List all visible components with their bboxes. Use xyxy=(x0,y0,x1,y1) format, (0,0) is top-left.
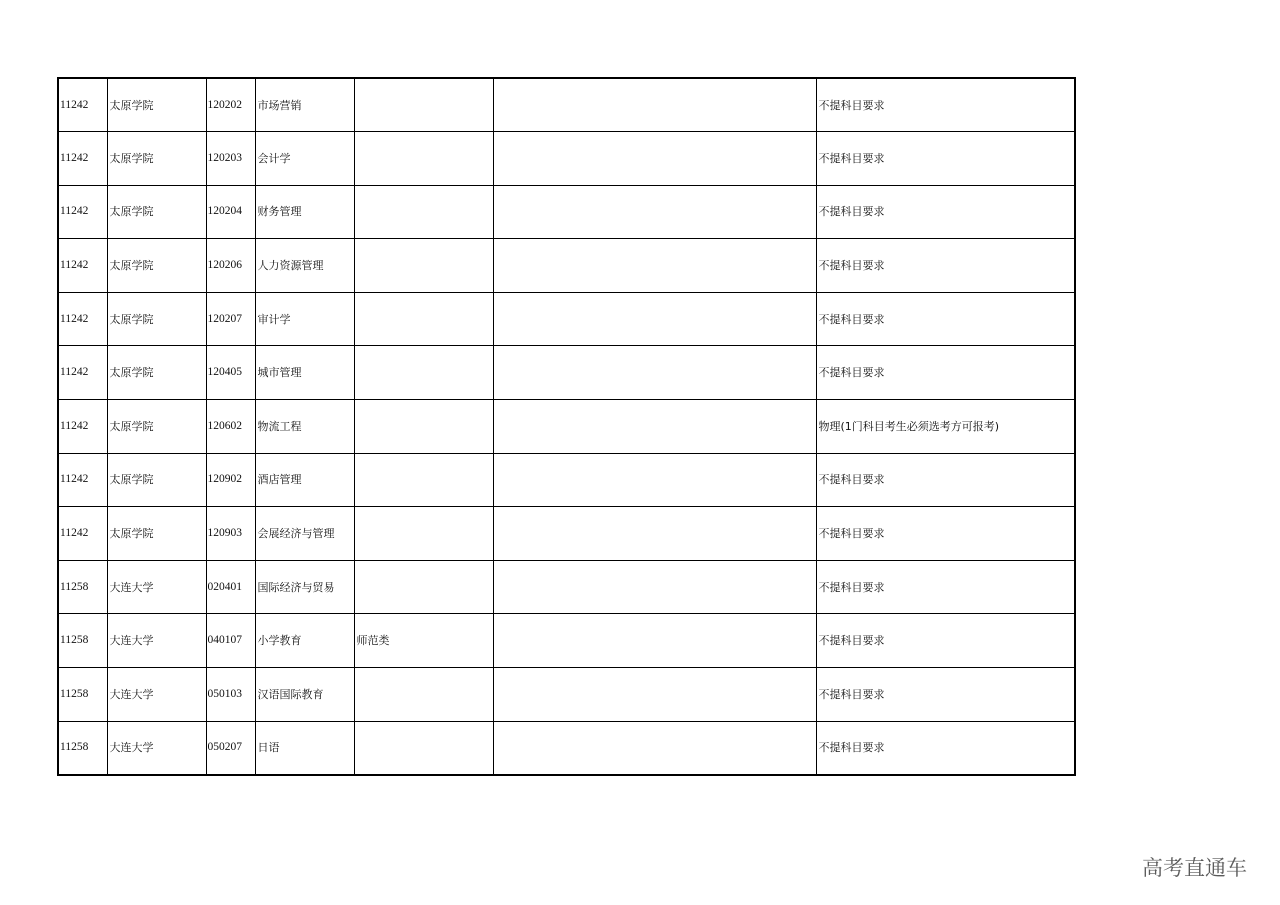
major-name-cell: 会展经济与管理 xyxy=(255,507,354,561)
subject-requirement-cell: 不提科目要求 xyxy=(816,185,1075,239)
school-code-cell: 11258 xyxy=(58,721,107,775)
major-name-cell: 汉语国际教育 xyxy=(255,668,354,722)
major-name-cell: 审计学 xyxy=(255,292,354,346)
school-name-cell: 太原学院 xyxy=(107,239,206,293)
table-row xyxy=(58,78,1075,132)
blank-cell xyxy=(493,78,816,132)
blank-cell xyxy=(493,721,816,775)
major-code-cell: 120602 xyxy=(206,400,255,454)
major-code-cell: 120902 xyxy=(206,453,255,507)
major-name-cell: 日语 xyxy=(255,721,354,775)
table-body xyxy=(58,78,1075,775)
major-code-cell: 120203 xyxy=(206,132,255,186)
major-name-cell: 物流工程 xyxy=(255,400,354,454)
school-code-cell: 11242 xyxy=(58,132,107,186)
subject-requirement-cell: 不提科目要求 xyxy=(816,507,1075,561)
subject-requirement-cell: 不提科目要求 xyxy=(816,239,1075,293)
table-row xyxy=(58,560,1075,614)
major-code-cell: 120206 xyxy=(206,239,255,293)
table-row xyxy=(58,400,1075,454)
major-name-cell: 小学教育 xyxy=(255,614,354,668)
school-code-cell: 11242 xyxy=(58,78,107,132)
table-row xyxy=(58,721,1075,775)
subject-requirement-cell: 不提科目要求 xyxy=(816,453,1075,507)
major-note-cell xyxy=(354,400,493,454)
major-code-cell: 040107 xyxy=(206,614,255,668)
school-name-cell: 太原学院 xyxy=(107,400,206,454)
table-row xyxy=(58,614,1075,668)
major-note-cell xyxy=(354,292,493,346)
school-code-cell: 11258 xyxy=(58,668,107,722)
school-name-cell: 太原学院 xyxy=(107,292,206,346)
major-note-cell xyxy=(354,132,493,186)
school-name-cell: 太原学院 xyxy=(107,185,206,239)
table-row xyxy=(58,507,1075,561)
blank-cell xyxy=(493,453,816,507)
blank-cell xyxy=(493,507,816,561)
major-name-cell: 国际经济与贸易 xyxy=(255,560,354,614)
school-code-cell: 11242 xyxy=(58,346,107,400)
blank-cell xyxy=(493,239,816,293)
subject-requirement-cell: 物理(1门科目考生必须选考方可报考) xyxy=(816,400,1075,454)
blank-cell xyxy=(493,185,816,239)
school-code-cell: 11242 xyxy=(58,507,107,561)
table-row xyxy=(58,292,1075,346)
subject-requirement-cell: 不提科目要求 xyxy=(816,721,1075,775)
major-note-cell xyxy=(354,721,493,775)
major-code-cell: 120903 xyxy=(206,507,255,561)
admission-requirements-table xyxy=(57,77,1076,776)
school-name-cell: 太原学院 xyxy=(107,78,206,132)
watermark-text: 高考直通车 xyxy=(1142,856,1247,880)
major-code-cell: 120204 xyxy=(206,185,255,239)
major-name-cell: 人力资源管理 xyxy=(255,239,354,293)
subject-requirement-cell: 不提科目要求 xyxy=(816,292,1075,346)
major-note-cell xyxy=(354,453,493,507)
school-code-cell: 11242 xyxy=(58,292,107,346)
blank-cell xyxy=(493,346,816,400)
major-note-cell xyxy=(354,346,493,400)
major-name-cell: 酒店管理 xyxy=(255,453,354,507)
blank-cell xyxy=(493,668,816,722)
major-code-cell: 050103 xyxy=(206,668,255,722)
subject-requirement-cell: 不提科目要求 xyxy=(816,132,1075,186)
school-code-cell: 11242 xyxy=(58,400,107,454)
school-name-cell: 太原学院 xyxy=(107,132,206,186)
blank-cell xyxy=(493,400,816,454)
school-code-cell: 11242 xyxy=(58,239,107,293)
major-note-cell xyxy=(354,78,493,132)
school-name-cell: 大连大学 xyxy=(107,721,206,775)
major-code-cell: 120207 xyxy=(206,292,255,346)
school-name-cell: 太原学院 xyxy=(107,453,206,507)
major-code-cell: 050207 xyxy=(206,721,255,775)
blank-cell xyxy=(493,614,816,668)
school-code-cell: 11258 xyxy=(58,560,107,614)
major-code-cell: 120202 xyxy=(206,78,255,132)
table-row xyxy=(58,668,1075,722)
table-row xyxy=(58,239,1075,293)
major-name-cell: 会计学 xyxy=(255,132,354,186)
major-note-cell xyxy=(354,668,493,722)
major-note-cell xyxy=(354,185,493,239)
subject-requirement-cell: 不提科目要求 xyxy=(816,614,1075,668)
school-name-cell: 太原学院 xyxy=(107,346,206,400)
school-code-cell: 11242 xyxy=(58,185,107,239)
school-name-cell: 大连大学 xyxy=(107,560,206,614)
major-code-cell: 120405 xyxy=(206,346,255,400)
blank-cell xyxy=(493,132,816,186)
major-code-cell: 020401 xyxy=(206,560,255,614)
table-row xyxy=(58,453,1075,507)
table-row xyxy=(58,346,1075,400)
subject-requirement-cell: 不提科目要求 xyxy=(816,668,1075,722)
subject-requirement-cell: 不提科目要求 xyxy=(816,78,1075,132)
school-name-cell: 大连大学 xyxy=(107,614,206,668)
subject-requirement-cell: 不提科目要求 xyxy=(816,560,1075,614)
major-note-cell xyxy=(354,560,493,614)
school-name-cell: 大连大学 xyxy=(107,668,206,722)
major-name-cell: 城市管理 xyxy=(255,346,354,400)
major-name-cell: 财务管理 xyxy=(255,185,354,239)
school-code-cell: 11258 xyxy=(58,614,107,668)
subject-requirement-cell: 不提科目要求 xyxy=(816,346,1075,400)
major-note-cell xyxy=(354,507,493,561)
major-name-cell: 市场营销 xyxy=(255,78,354,132)
major-note-cell xyxy=(354,239,493,293)
major-note-cell: 师范类 xyxy=(354,614,493,668)
blank-cell xyxy=(493,560,816,614)
school-name-cell: 太原学院 xyxy=(107,507,206,561)
table-row xyxy=(58,132,1075,186)
blank-cell xyxy=(493,292,816,346)
school-code-cell: 11242 xyxy=(58,453,107,507)
table-row xyxy=(58,185,1075,239)
